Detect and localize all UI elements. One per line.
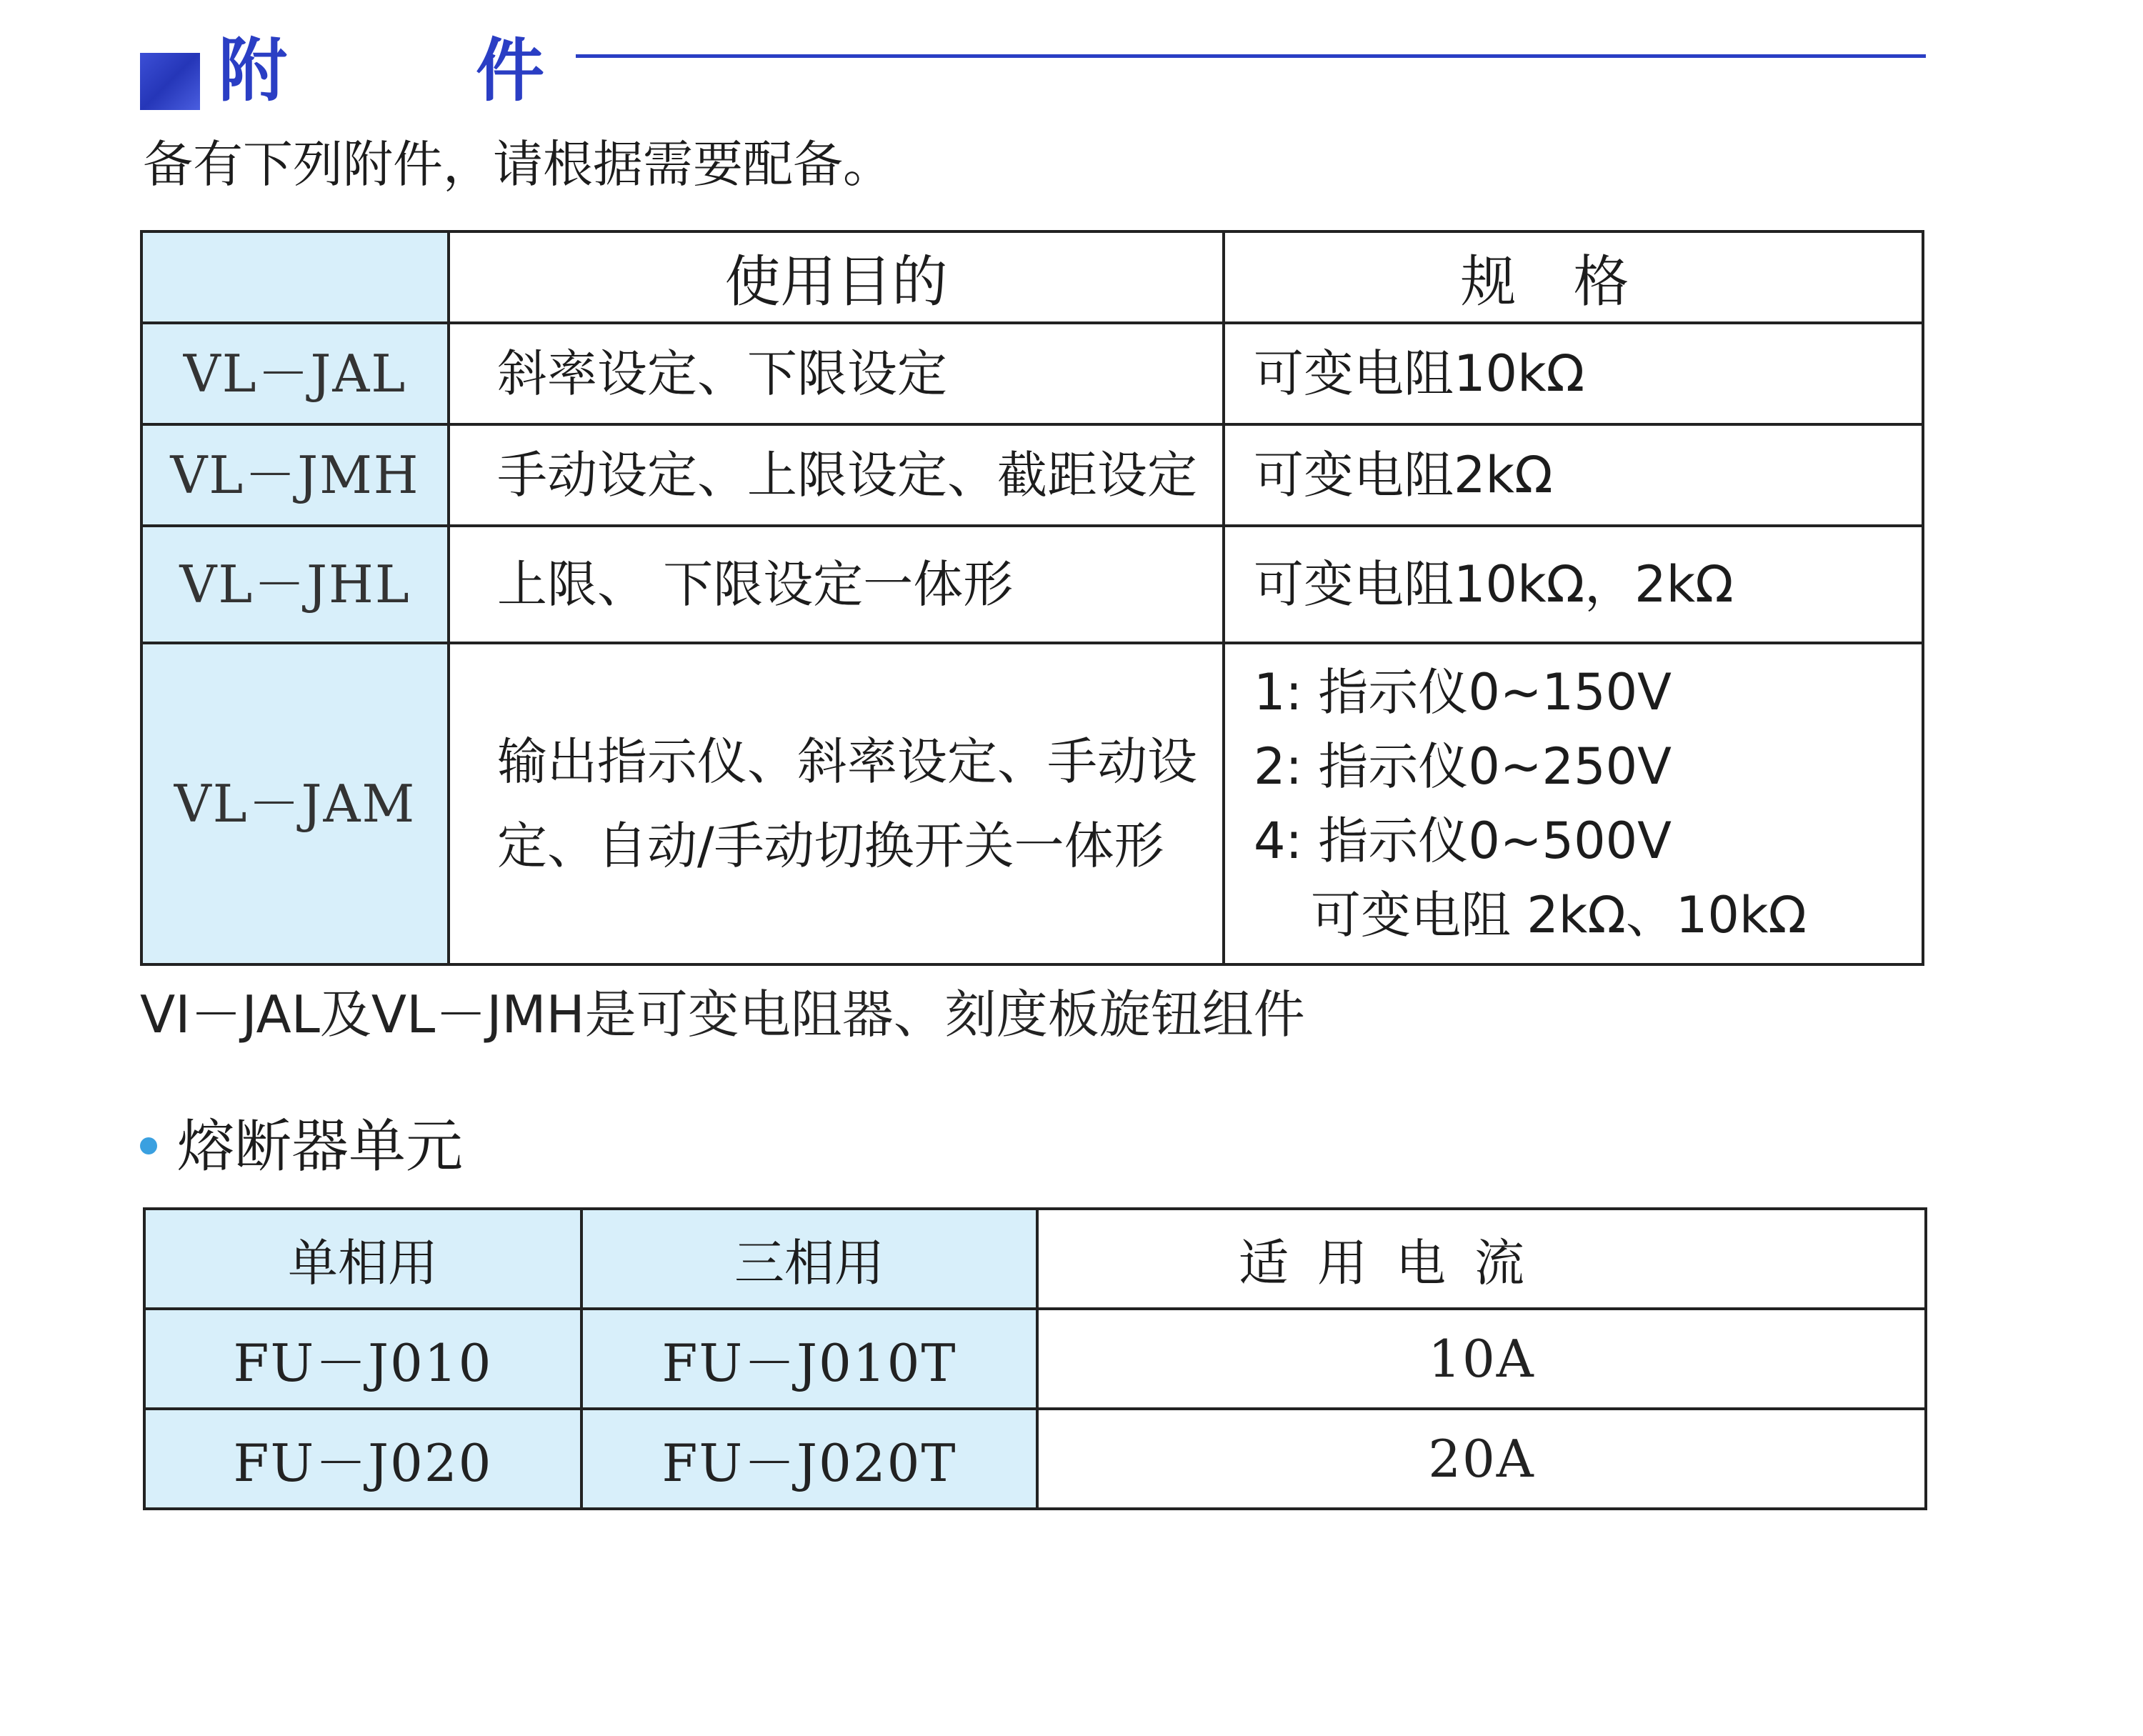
model-cell: VL－JHL bbox=[141, 526, 449, 643]
accessories-table bbox=[140, 230, 1924, 966]
purpose-cell bbox=[449, 643, 1224, 964]
bullet-dot-icon bbox=[140, 1137, 157, 1154]
header-single-phase: 单相用 bbox=[144, 1209, 581, 1309]
purpose-line: 定、自动/手动切换开关一体形 bbox=[497, 817, 1164, 875]
purpose-line: 输出指示仪、斜率设定、手动设 bbox=[497, 732, 1197, 791]
spec-line: 2: 指示仪0~250V bbox=[1254, 737, 1672, 796]
single-phase-cell: FU－J020 bbox=[144, 1409, 581, 1509]
heading-rule bbox=[576, 54, 1926, 58]
header-purpose: 使用目的 bbox=[449, 231, 1224, 323]
accessories-note: VI－JAL及VL－JMH是可变电阻器、刻度板旋钮组件 bbox=[140, 984, 1305, 1044]
table-row bbox=[141, 526, 1923, 643]
table-row bbox=[144, 1409, 1926, 1509]
header-model bbox=[141, 231, 449, 323]
heading-char-1: 附 bbox=[219, 31, 287, 111]
spec-line: 可变电阻 2kΩ、10kΩ bbox=[1311, 886, 1807, 944]
header-spec-label: 规格 bbox=[1460, 250, 1687, 314]
spec-line: 1: 指示仪0~150V bbox=[1254, 663, 1672, 722]
header-spec bbox=[1224, 231, 1923, 323]
purpose-cell bbox=[449, 424, 1224, 526]
three-phase-cell: FU－J010T bbox=[581, 1309, 1037, 1409]
section-heading bbox=[140, 21, 1926, 111]
spec-cell bbox=[1224, 424, 1923, 526]
spec-line: 可变电阻10kΩ，2kΩ bbox=[1254, 555, 1734, 614]
spec-line: 可变电阻10kΩ bbox=[1254, 344, 1585, 403]
purpose-cell bbox=[449, 526, 1224, 643]
heading-square-icon bbox=[140, 53, 200, 110]
table-row bbox=[141, 424, 1923, 526]
spec-cell bbox=[1224, 526, 1923, 643]
fuse-table bbox=[143, 1207, 1927, 1510]
spec-line: 4: 指示仪0~500V bbox=[1254, 812, 1672, 870]
spec-line: 可变电阻2kΩ bbox=[1254, 446, 1553, 504]
header-current: 适用电流 bbox=[1037, 1209, 1926, 1309]
purpose-line: 手动设定、上限设定、截距设定 bbox=[497, 446, 1197, 504]
fuse-section-title-text: 熔断器单元 bbox=[177, 1113, 463, 1179]
purpose-cell bbox=[449, 323, 1224, 424]
intro-text: 备有下列附件，请根据需要配备。 bbox=[143, 135, 893, 194]
model-cell: VL－JAM bbox=[141, 643, 449, 964]
accessories-header-row bbox=[141, 231, 1923, 323]
single-phase-cell: FU－J010 bbox=[144, 1309, 581, 1409]
purpose-line: 斜率设定、下限设定 bbox=[497, 344, 947, 403]
model-cell: VL－JAL bbox=[141, 323, 449, 424]
fuse-header-row bbox=[144, 1209, 1926, 1309]
purpose-line: 上限、 下限设定一体形 bbox=[497, 555, 1014, 614]
model-cell: VL－JMH bbox=[141, 424, 449, 526]
table-row bbox=[144, 1309, 1926, 1409]
spec-cell bbox=[1224, 643, 1923, 964]
current-cell: 20A bbox=[1037, 1409, 1926, 1509]
spec-cell bbox=[1224, 323, 1923, 424]
table-row bbox=[141, 643, 1923, 964]
header-three-phase: 三相用 bbox=[581, 1209, 1037, 1309]
three-phase-cell: FU－J020T bbox=[581, 1409, 1037, 1509]
table-row bbox=[141, 323, 1923, 424]
heading-char-2: 件 bbox=[476, 31, 544, 111]
current-cell: 10A bbox=[1037, 1309, 1926, 1409]
